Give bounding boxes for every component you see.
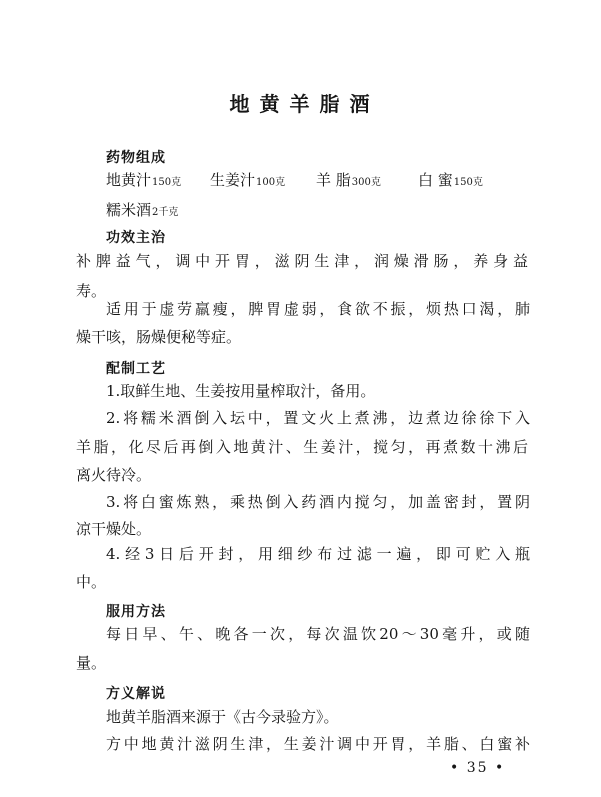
body-line: 离火待冷。	[76, 466, 152, 484]
page-title: 地黄羊脂酒	[229, 92, 380, 116]
body-line: 2.将糯米酒倒入坛中，置文火上煮沸，边煮边徐徐下入	[106, 409, 530, 427]
ingredient-amount: 150克	[152, 177, 182, 188]
ingredient-name: 羊 脂	[316, 171, 351, 189]
body-line: 凉干燥处。	[76, 520, 152, 538]
page-number: • 35 •	[450, 760, 506, 776]
body-line: 3.将白蜜炼熟，乘热倒入药酒内搅匀，加盖密封，置阴	[106, 493, 530, 511]
body-line: 燥干咳，肠燥便秘等症。	[76, 328, 242, 346]
body-line: 4.经3日后开封，用细纱布过滤一遍，即可贮入瓶	[106, 545, 530, 563]
ingredient-name: 地黄汁	[106, 171, 152, 189]
ingredient-name: 白 蜜	[418, 171, 453, 189]
ingredient-4	[418, 170, 483, 193]
section-heading-efficacy: 功效主治	[106, 230, 166, 246]
ingredient-amount: 150克	[453, 177, 483, 188]
section-heading-composition: 药物组成	[106, 150, 166, 166]
body-line: 适用于虚劳羸瘦，脾胃虚弱，食欲不振，烦热口渴，肺	[106, 300, 530, 318]
ingredient-amount: 2千克	[152, 207, 179, 218]
body-line: 每日早、午、晚各一次，每次温饮20～30毫升，或随	[106, 625, 530, 643]
body-line: 中。	[76, 573, 107, 591]
ingredient-amount: 100克	[256, 177, 286, 188]
section-heading-explanation: 方义解说	[106, 686, 166, 702]
ingredient-amount: 300克	[351, 177, 381, 188]
body-line: 地黄羊脂酒来源于《古今录验方》。	[106, 708, 339, 726]
ingredient-2	[210, 170, 285, 193]
section-heading-usage: 服用方法	[106, 604, 166, 620]
body-line: 方中地黄汁滋阴生津，生姜汁调中开胃，羊脂、白蜜补	[106, 735, 530, 753]
ingredient-1	[106, 170, 181, 193]
body-line: 羊脂，化尽后再倒入地黄汁、生姜汁，搅匀，再煮数十沸后	[76, 438, 528, 456]
section-heading-preparation: 配制工艺	[106, 361, 166, 377]
body-line: 1.取鲜生地、生姜按用量榨取汁，备用。	[106, 382, 376, 400]
ingredient-name: 生姜汁	[210, 171, 256, 189]
ingredient-5	[106, 200, 178, 223]
ingredient-name: 糯米酒	[106, 201, 152, 219]
body-line: 补脾益气，调中开胃，滋阴生津，润燥滑肠，养身益	[76, 252, 528, 270]
ingredient-3	[316, 170, 381, 193]
body-line: 寿。	[76, 282, 107, 300]
body-line: 量。	[76, 654, 107, 672]
